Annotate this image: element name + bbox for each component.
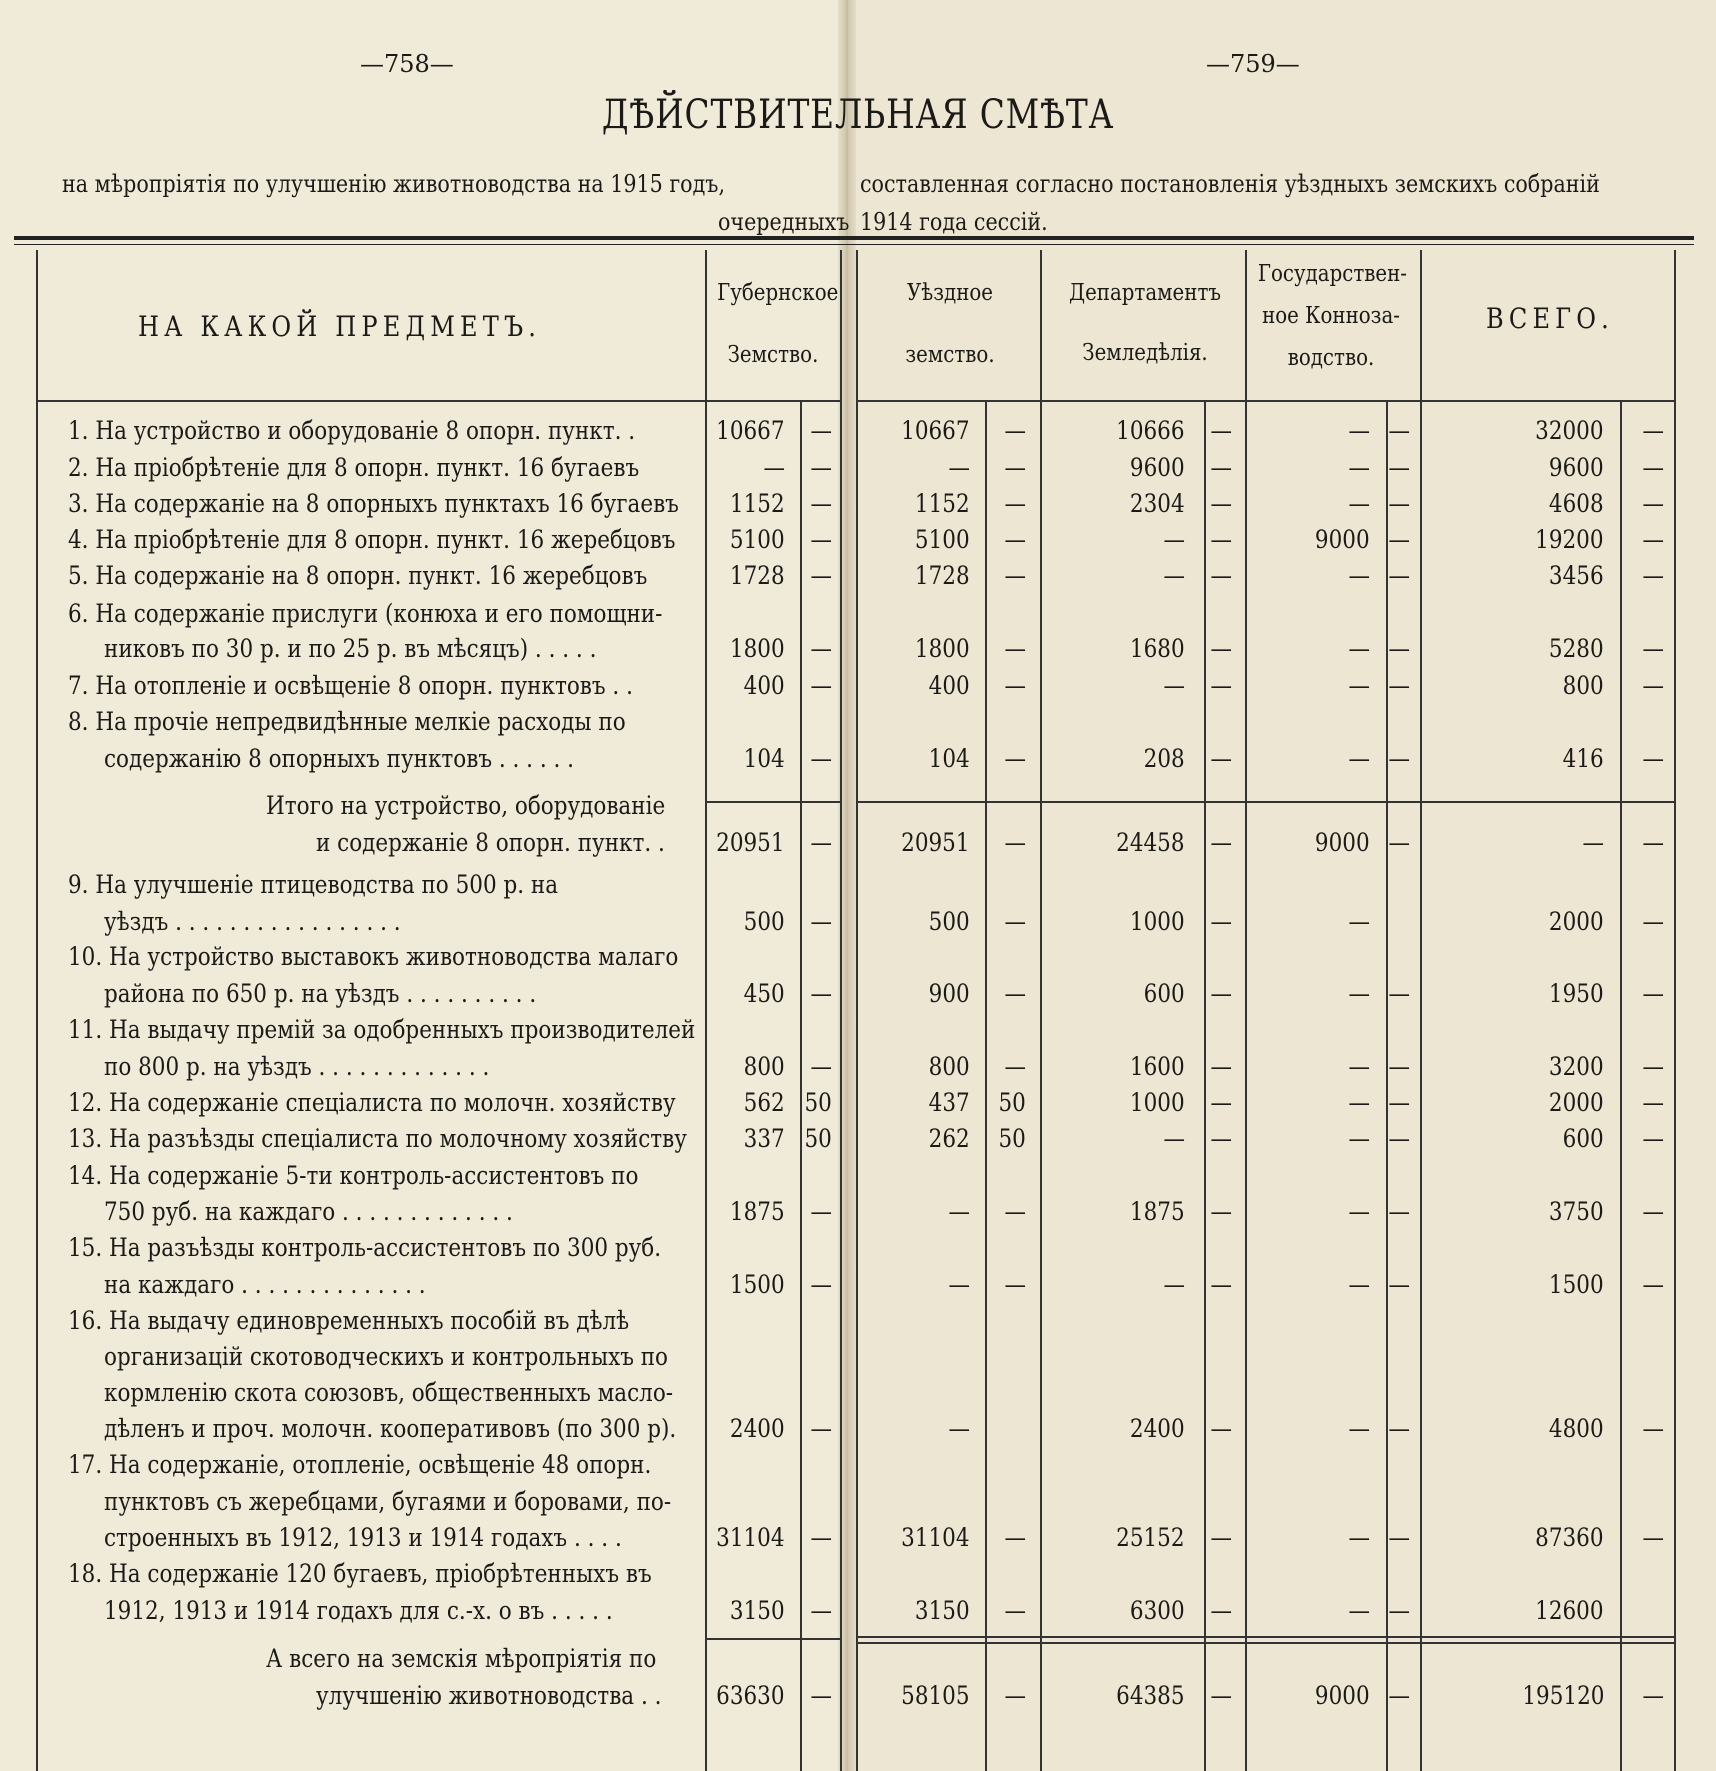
row-text-line: 4. На пріобрѣтеніе для 8 опорн. пункт. 16 жеребцовъ <box>68 525 676 554</box>
dept-amount: 1000 <box>1130 907 1185 936</box>
row-text-line: уѣздъ . . . . . . . . . . . . . . . . . <box>104 907 401 936</box>
total-kopecks: — <box>1642 1124 1664 1153</box>
dept-kopecks: — <box>1210 1124 1232 1153</box>
gub-kopecks: — <box>810 907 832 936</box>
col-line-dept-kop <box>1204 400 1206 1771</box>
col-line-left <box>36 250 38 1771</box>
col-line-gos-kop <box>1386 400 1388 1771</box>
row-text-line: 12. На содержаніе спеціалиста по молочн. хозяйству <box>68 1088 676 1117</box>
row-text-line: никовъ по 30 р. и по 25 р. въ мѣсяцъ) . . . . . <box>104 634 597 663</box>
gub-amount: 63630 <box>716 1681 785 1710</box>
header-bottom-rule-left <box>36 400 840 402</box>
gub-amount: 1152 <box>730 489 785 518</box>
gub-kopecks: 50 <box>804 1124 832 1153</box>
gos-amount: — <box>1348 416 1370 445</box>
dept-amount: — <box>1163 1270 1185 1299</box>
dept-amount: — <box>1163 1124 1185 1153</box>
uezd-amount: 10667 <box>901 416 970 445</box>
dept-kopecks: — <box>1210 525 1232 554</box>
dept-kopecks: — <box>1210 1052 1232 1081</box>
uezd-kopecks: — <box>1004 1270 1026 1299</box>
total-amount: 9600 <box>1549 453 1604 482</box>
uezd-kopecks: 50 <box>998 1124 1026 1153</box>
uezd-amount: 1728 <box>915 561 970 590</box>
top-thin-rule <box>14 244 1694 245</box>
total-amount: 195120 <box>1521 1681 1604 1710</box>
gub-kopecks: — <box>810 1270 832 1299</box>
subtitle-line1-left: на мѣропріятія по улучшенію животноводства на 1915 годъ, <box>62 170 726 198</box>
gos-amount: — <box>1348 907 1370 936</box>
uezd-kopecks: — <box>1004 1596 1026 1625</box>
row-text-line: 14. На содержаніе 5-ти контроль-ассистентовъ по <box>68 1161 639 1190</box>
header-uezd-line2: земство. <box>905 342 995 368</box>
col-line-uezd-kop <box>985 400 987 1771</box>
gub-kopecks: — <box>810 634 832 663</box>
gub-kopecks: — <box>810 1596 832 1625</box>
uezd-kopecks: — <box>1004 1197 1026 1226</box>
total-kopecks: — <box>1642 416 1664 445</box>
gub-amount: 20951 <box>716 828 785 857</box>
gub-kopecks: 50 <box>804 1088 832 1117</box>
grand-total-rule-right-2 <box>856 1642 1674 1644</box>
uezd-amount: 262 <box>928 1124 970 1153</box>
row-text-line: Итого на устройство, оборудованіе <box>266 791 666 820</box>
gub-amount: 1500 <box>730 1270 785 1299</box>
gub-kopecks: — <box>810 453 832 482</box>
gub-amount: 104 <box>743 744 785 773</box>
dept-kopecks: — <box>1210 1270 1232 1299</box>
dept-kopecks: — <box>1210 828 1232 857</box>
total-amount: 3456 <box>1549 561 1604 590</box>
subtotal-rule-right <box>856 801 1674 803</box>
gos-kopecks: — <box>1388 1088 1410 1117</box>
uezd-kopecks: — <box>1004 828 1026 857</box>
row-text-line: строенныхъ въ 1912, 1913 и 1914 годахъ . . . . <box>104 1523 622 1552</box>
total-kopecks: — <box>1642 561 1664 590</box>
header-gos-line3: водство. <box>1287 345 1375 371</box>
gos-amount: — <box>1348 744 1370 773</box>
header-gub-line1: Губернское <box>717 280 839 306</box>
gos-kopecks: — <box>1388 1681 1410 1710</box>
uezd-kopecks: — <box>1004 561 1026 590</box>
gos-kopecks: — <box>1388 416 1410 445</box>
gos-kopecks: — <box>1388 1270 1410 1299</box>
dept-amount: 25152 <box>1116 1523 1185 1552</box>
dept-amount: 10666 <box>1116 416 1185 445</box>
gos-kopecks: — <box>1388 1596 1410 1625</box>
row-text-line: улучшенію животноводства . . <box>316 1681 662 1710</box>
row-text-line: 10. На устройство выставокъ животноводства малаго <box>68 942 679 971</box>
gos-amount: — <box>1348 453 1370 482</box>
total-amount: 12600 <box>1535 1596 1604 1625</box>
uezd-kopecks: — <box>1004 416 1026 445</box>
uezd-kopecks: — <box>1004 489 1026 518</box>
dept-kopecks: — <box>1210 671 1232 700</box>
dept-kopecks: — <box>1210 416 1232 445</box>
subtitle-line2-right: 1914 года сессій. <box>860 208 1048 236</box>
uezd-kopecks: — <box>1004 1052 1026 1081</box>
dept-amount: 24458 <box>1116 828 1185 857</box>
total-kopecks: — <box>1642 907 1664 936</box>
gos-kopecks: — <box>1388 561 1410 590</box>
row-text-line: 1. На устройство и оборудованіе 8 опорн. пункт. . <box>68 416 636 445</box>
total-kopecks: — <box>1642 1088 1664 1117</box>
gos-kopecks: — <box>1388 1052 1410 1081</box>
col-line-gub <box>705 250 707 1771</box>
uezd-kopecks: — <box>1004 744 1026 773</box>
dept-amount: 1600 <box>1130 1052 1185 1081</box>
gub-amount: 1875 <box>730 1197 785 1226</box>
uezd-amount: — <box>948 1197 970 1226</box>
dept-kopecks: — <box>1210 634 1232 663</box>
row-text-line: 11. На выдачу премій за одобренныхъ производителей <box>68 1015 696 1044</box>
gos-amount: — <box>1348 671 1370 700</box>
dept-amount: — <box>1163 671 1185 700</box>
row-text-line: кормленію скота союзовъ, общественныхъ масло- <box>104 1378 674 1407</box>
gub-kopecks: — <box>810 525 832 554</box>
uezd-amount: 5100 <box>915 525 970 554</box>
row-text-line: 3. На содержаніе на 8 опорныхъ пунктахъ 16 бугаевъ <box>68 489 679 518</box>
gos-kopecks: — <box>1388 671 1410 700</box>
gub-amount: — <box>763 453 785 482</box>
total-kopecks: — <box>1642 979 1664 1008</box>
page-number-left: —758— <box>360 50 454 78</box>
dept-amount: 1875 <box>1130 1197 1185 1226</box>
gub-amount: 337 <box>743 1124 785 1153</box>
header-total: ВСЕГО. <box>1486 302 1615 335</box>
header-dept-line2: Земледѣлія. <box>1082 340 1208 366</box>
uezd-kopecks: — <box>1004 671 1026 700</box>
gub-amount: 400 <box>743 671 785 700</box>
total-amount: 3200 <box>1549 1052 1604 1081</box>
gub-amount: 10667 <box>716 416 785 445</box>
total-kopecks: — <box>1642 1523 1664 1552</box>
subtotal-rule-left <box>705 801 840 803</box>
dept-amount: 6300 <box>1130 1596 1185 1625</box>
page-number-right: —759— <box>1206 50 1300 78</box>
gos-amount: — <box>1348 1052 1370 1081</box>
row-text-line: А всего на земскія мѣропріятія по <box>266 1644 657 1673</box>
dept-kopecks: — <box>1210 907 1232 936</box>
subtitle-line1-right: составленная согласно постановленія уѣздныхъ земскихъ собраній <box>860 170 1600 198</box>
header-gub-line2: Земство. <box>727 342 819 368</box>
col-line-dept <box>1245 250 1247 1771</box>
row-text-line: 6. На содержаніе прислуги (конюха и его помощни- <box>68 599 663 628</box>
uezd-amount: 58105 <box>901 1681 970 1710</box>
total-amount: 1500 <box>1549 1270 1604 1299</box>
uezd-kopecks: — <box>1004 1523 1026 1552</box>
uezd-kopecks: — <box>1004 907 1026 936</box>
gos-amount: — <box>1348 489 1370 518</box>
col-line-left-edge <box>840 250 842 1771</box>
gos-amount: 9000 <box>1315 1681 1370 1710</box>
dept-amount: 1680 <box>1130 634 1185 663</box>
gub-amount: 31104 <box>716 1523 785 1552</box>
gos-amount: — <box>1348 979 1370 1008</box>
uezd-amount: 1800 <box>915 634 970 663</box>
dept-kopecks: — <box>1210 979 1232 1008</box>
row-text-line: 8. На прочіе непредвидѣнные мелкіе расходы по <box>68 707 626 736</box>
dept-kopecks: — <box>1210 1088 1232 1117</box>
gos-kopecks: — <box>1388 1124 1410 1153</box>
total-amount: 416 <box>1562 744 1604 773</box>
gub-kopecks: — <box>810 561 832 590</box>
header-dept-line1: Департаментъ <box>1069 280 1221 306</box>
col-line-gos <box>1420 250 1422 1771</box>
row-text-line: 1912, 1913 и 1914 годахъ для с.-х. о въ . . . . . <box>104 1596 613 1625</box>
gos-amount: — <box>1348 634 1370 663</box>
total-amount: 2000 <box>1549 907 1604 936</box>
row-text-line: дѣленъ и проч. молочн. кооперативовъ (по 300 р). <box>104 1414 677 1443</box>
dept-kopecks: — <box>1210 1197 1232 1226</box>
dept-kopecks: — <box>1210 744 1232 773</box>
gos-kopecks: — <box>1388 1414 1410 1443</box>
gos-kopecks: — <box>1388 979 1410 1008</box>
total-kopecks: — <box>1642 828 1664 857</box>
dept-amount: 2400 <box>1130 1414 1185 1443</box>
row-text-line: пунктовъ съ жеребцами, бугаями и боровами, по- <box>104 1487 672 1516</box>
row-text-line: 9. На улучшеніе птицеводства по 500 р. на <box>68 870 559 899</box>
row-text-line: района по 650 р. на уѣздъ . . . . . . . . . . <box>104 979 537 1008</box>
dept-kopecks: — <box>1210 1596 1232 1625</box>
header-uezd-line1: Уѣздное <box>907 280 993 306</box>
total-amount: 800 <box>1562 671 1604 700</box>
row-text-line: содержанію 8 опорныхъ пунктовъ . . . . . . <box>104 744 575 773</box>
uezd-amount: 1152 <box>915 489 970 518</box>
gub-amount: 800 <box>743 1052 785 1081</box>
row-text-line: 13. На разъѣзды спеціалиста по молочному хозяйству <box>68 1124 687 1153</box>
gub-kopecks: — <box>810 828 832 857</box>
total-amount: 3750 <box>1549 1197 1604 1226</box>
dept-kopecks: — <box>1210 453 1232 482</box>
gub-kopecks: — <box>810 979 832 1008</box>
total-amount: 4608 <box>1549 489 1604 518</box>
total-kopecks: — <box>1642 634 1664 663</box>
total-amount: 600 <box>1562 1124 1604 1153</box>
gos-amount: — <box>1348 1270 1370 1299</box>
uezd-kopecks: — <box>1004 453 1026 482</box>
dept-amount: — <box>1163 561 1185 590</box>
dept-amount: 9600 <box>1130 453 1185 482</box>
gos-amount: 9000 <box>1315 525 1370 554</box>
gos-kopecks: — <box>1388 828 1410 857</box>
total-kopecks: — <box>1642 1270 1664 1299</box>
col-line-right-edge <box>856 250 858 1771</box>
row-text-line: 16. На выдачу единовременныхъ пособій въ дѣлѣ <box>68 1306 630 1335</box>
total-kopecks: — <box>1642 1414 1664 1443</box>
gos-amount: 9000 <box>1315 828 1370 857</box>
uezd-amount: — <box>948 1414 970 1443</box>
gub-kopecks: — <box>810 1681 832 1710</box>
row-text-line: на каждаго . . . . . . . . . . . . . . <box>104 1270 426 1299</box>
uezd-amount: — <box>948 453 970 482</box>
row-text-line: по 800 р. на уѣздъ . . . . . . . . . . . . . <box>104 1052 490 1081</box>
total-amount: 5280 <box>1549 634 1604 663</box>
total-amount: — <box>1582 828 1604 857</box>
gos-kopecks: — <box>1388 634 1410 663</box>
gub-kopecks: — <box>810 416 832 445</box>
gos-amount: — <box>1348 1124 1370 1153</box>
uezd-amount: 900 <box>928 979 970 1008</box>
gos-kopecks: — <box>1388 453 1410 482</box>
row-text-line: и содержаніе 8 опорн. пункт. . <box>316 828 665 857</box>
dept-kopecks: — <box>1210 489 1232 518</box>
dept-amount: 208 <box>1143 744 1185 773</box>
gub-kopecks: — <box>810 1414 832 1443</box>
col-line-gub-kop <box>800 400 802 1771</box>
dept-kopecks: — <box>1210 1681 1232 1710</box>
gos-amount: — <box>1348 1414 1370 1443</box>
total-kopecks: — <box>1642 1052 1664 1081</box>
uezd-amount: 400 <box>928 671 970 700</box>
total-kopecks: — <box>1642 1197 1664 1226</box>
header-gos-line1: Государствен- <box>1257 261 1407 287</box>
gos-amount: — <box>1348 1197 1370 1226</box>
gub-amount: 1800 <box>730 634 785 663</box>
dept-amount: 2304 <box>1130 489 1185 518</box>
gub-amount: 2400 <box>730 1414 785 1443</box>
uezd-kopecks: 50 <box>998 1088 1026 1117</box>
gub-kopecks: — <box>810 744 832 773</box>
uezd-amount: 20951 <box>901 828 970 857</box>
gos-kopecks: — <box>1388 489 1410 518</box>
row-text-line: 7. На отопленіе и освѣщеніе 8 опорн. пунктовъ . . <box>68 671 633 700</box>
top-double-rule <box>14 236 1694 240</box>
total-amount: 4800 <box>1549 1414 1604 1443</box>
gos-amount: — <box>1348 1596 1370 1625</box>
gub-amount: 1728 <box>730 561 785 590</box>
total-kopecks: — <box>1642 489 1664 518</box>
row-text-line: 5. На содержаніе на 8 опорн. пункт. 16 жеребцовъ <box>68 561 648 590</box>
gub-amount: 500 <box>743 907 785 936</box>
uezd-amount: 104 <box>928 744 970 773</box>
document-title: ДѢЙСТВИТЕЛЬНАЯ СМѢТА <box>601 92 1115 138</box>
uezd-kopecks: — <box>1004 1681 1026 1710</box>
dept-amount: 64385 <box>1116 1681 1185 1710</box>
uezd-amount: 31104 <box>901 1523 970 1552</box>
dept-kopecks: — <box>1210 1523 1232 1552</box>
gub-kopecks: — <box>810 1052 832 1081</box>
row-text-line: 18. На содержаніе 120 бугаевъ, пріобрѣтенныхъ въ <box>68 1559 652 1588</box>
row-text-line: 2. На пріобрѣтеніе для 8 опорн. пункт. 16 бугаевъ <box>68 453 640 482</box>
uezd-kopecks: — <box>1004 525 1026 554</box>
dept-kopecks: — <box>1210 1414 1232 1443</box>
header-subject: НА КАКОЙ ПРЕДМЕТЪ. <box>138 310 542 343</box>
total-kopecks: — <box>1642 744 1664 773</box>
gos-kopecks: — <box>1388 744 1410 773</box>
dept-amount: — <box>1163 525 1185 554</box>
total-amount: 2000 <box>1549 1088 1604 1117</box>
total-kopecks: — <box>1642 1681 1664 1710</box>
gub-kopecks: — <box>810 489 832 518</box>
header-gos-line2: ное Конноза- <box>1262 303 1400 329</box>
uezd-kopecks: — <box>1004 634 1026 663</box>
dept-amount: 1000 <box>1130 1088 1185 1117</box>
grand-total-rule-left <box>705 1638 840 1640</box>
gos-amount: — <box>1348 1523 1370 1552</box>
subtitle-line2-left: очередныхъ <box>718 208 850 236</box>
gub-amount: 562 <box>743 1088 785 1117</box>
row-text-line: 15. На разъѣзды контроль-ассистентовъ по 300 руб. <box>68 1233 662 1262</box>
gub-amount: 3150 <box>730 1596 785 1625</box>
total-amount: 32000 <box>1535 416 1604 445</box>
header-bottom-rule-right <box>856 400 1674 402</box>
dept-amount: 600 <box>1143 979 1185 1008</box>
row-text-line: 17. На содержаніе, отопленіе, освѣщеніе 48 опорн. <box>68 1450 652 1479</box>
col-line-total-kop <box>1620 400 1622 1771</box>
total-kopecks: — <box>1642 525 1664 554</box>
col-line-right <box>1674 250 1676 1771</box>
row-text-line: организацій скотоводческихъ и контрольныхъ по <box>104 1342 668 1371</box>
dept-kopecks: — <box>1210 561 1232 590</box>
gos-kopecks: — <box>1388 525 1410 554</box>
col-line-uezd <box>1040 250 1042 1771</box>
uezd-kopecks: — <box>1004 979 1026 1008</box>
uezd-amount: — <box>948 1270 970 1299</box>
gos-kopecks: — <box>1388 1197 1410 1226</box>
uezd-amount: 3150 <box>915 1596 970 1625</box>
gub-amount: 5100 <box>730 525 785 554</box>
total-kopecks: — <box>1642 453 1664 482</box>
uezd-amount: 437 <box>928 1088 970 1117</box>
uezd-amount: 500 <box>928 907 970 936</box>
total-kopecks: — <box>1642 671 1664 700</box>
gos-kopecks: — <box>1388 1523 1410 1552</box>
grand-total-rule-right <box>856 1636 1674 1638</box>
total-amount: 1950 <box>1549 979 1604 1008</box>
uezd-amount: 800 <box>928 1052 970 1081</box>
gub-amount: 450 <box>743 979 785 1008</box>
total-amount: 19200 <box>1535 525 1604 554</box>
gos-amount: — <box>1348 1088 1370 1117</box>
gub-kopecks: — <box>810 671 832 700</box>
row-text-line: 750 руб. на каждаго . . . . . . . . . . . . . <box>104 1197 513 1226</box>
gub-kopecks: — <box>810 1523 832 1552</box>
total-amount: 87360 <box>1535 1523 1604 1552</box>
gub-kopecks: — <box>810 1197 832 1226</box>
gos-amount: — <box>1348 561 1370 590</box>
